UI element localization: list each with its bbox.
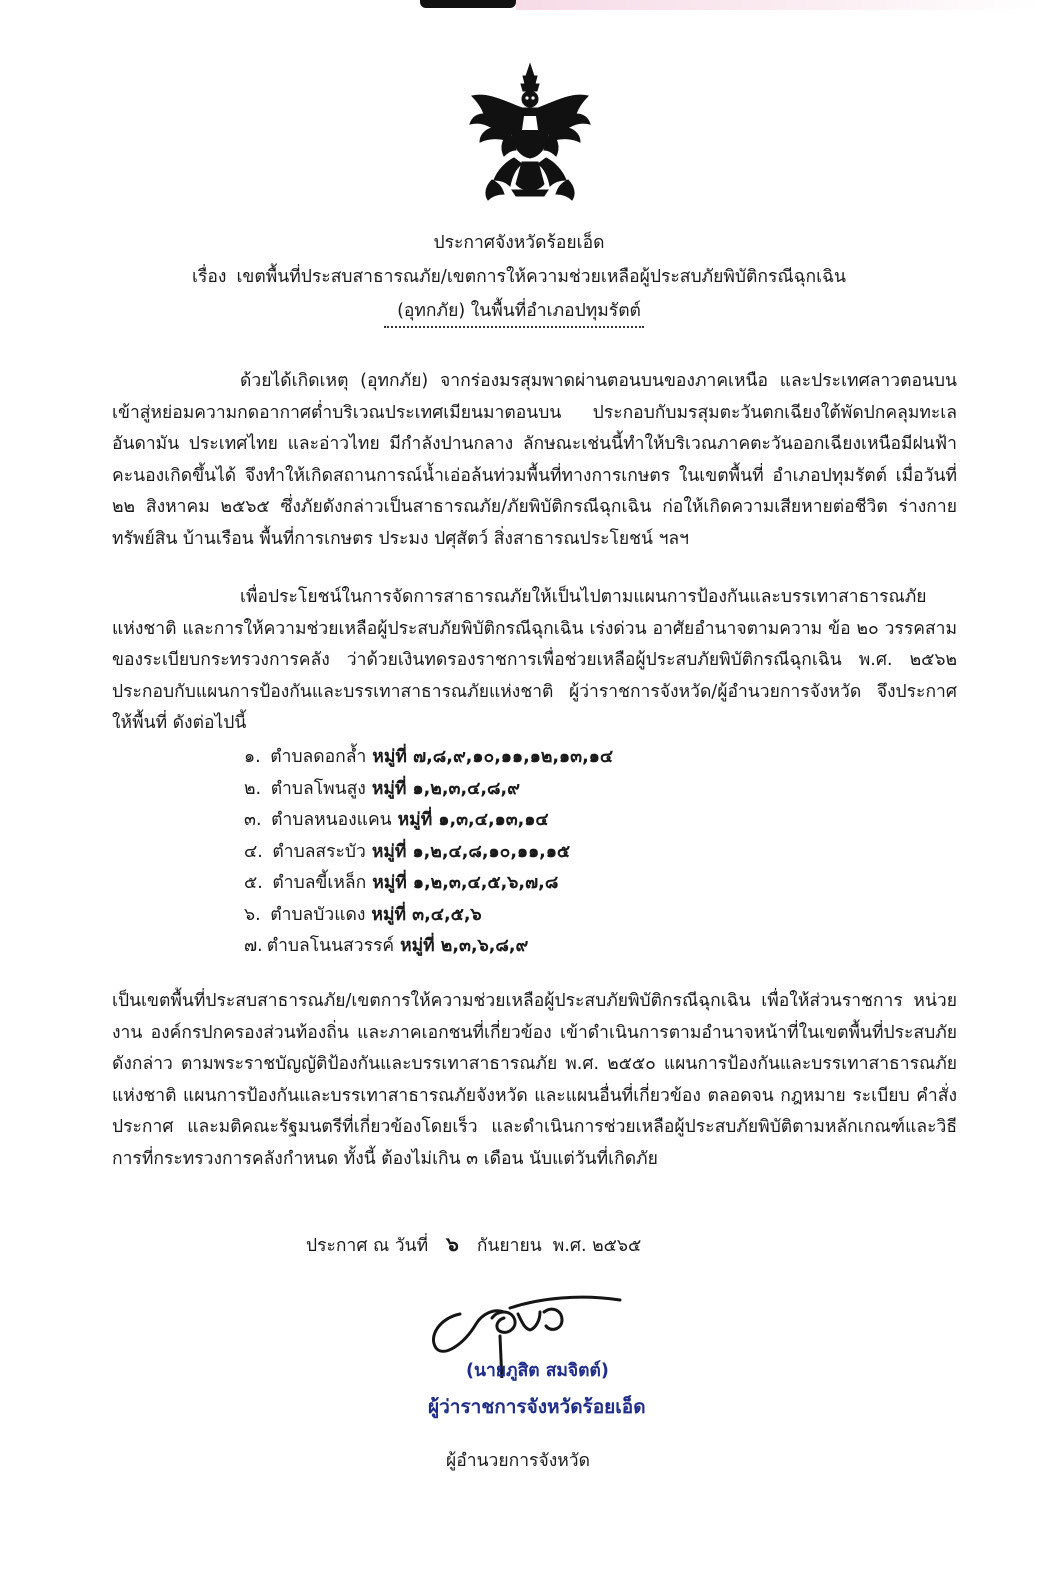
subject-line (0, 260, 1038, 294)
list-item: ๔. ตำบลสระบัว หมู่ที่ ๑,๒,๔,๘,๑๐,๑๑,๑๕ (244, 841, 571, 862)
list-item: ๒. ตำบลโพนสูง หมู่ที่ ๑,๒,๓,๔,๘,๙ (244, 778, 520, 799)
tambon-name: ตำบลหนองแคน (271, 810, 392, 830)
list-item: ๕. ตำบลขี้เหล็ก หมู่ที่ ๑,๒,๓,๔,๕,๖,๗,๘ (244, 873, 559, 893)
header-divider (384, 326, 644, 328)
garuda-emblem-icon (466, 62, 594, 204)
document-header (0, 226, 1038, 328)
tambon-name: ตำบลดอกล้ำ (270, 747, 367, 767)
tambon-name: ตำบลโนนสวรรค์ (266, 936, 395, 956)
paragraph-cause: ด้วยได้เกิดเหตุ (อุทกภัย) จากร่องมรสุมพาดผ่านตอนบนของภาคเหนือ และประเทศลาวตอนบน เข้าสู่หย่อมความกดอากาศต่ำบริเวณประเทศเมียนมาตอนบน ประกอบกับมรสุมตะวันตกเฉียงใต้พัดปกคลุมทะเลอันดามัน ประเทศไทย และอ่าวไทย มีกำลังปานกลาง ลักษณะเช่นนี้ทำให้บริเวณภาคตะวันออกเฉียงเหนือมีฝนฟ้าคะนองเกิดขึ้นได้ จึงทำให้เกิดสถานการณ์น้ำเอ่อล้นท่วมพื้นที่ทางการเกษตร ในเขตพื้นที่ อำเภอปทุมรัตต์ เมื่อวันที่ ๒๒ สิงหาคม ๒๕๖๕ ซึ่งภัยดังกล่าวเป็นสาธารณภัย/ภัยพิบัติกรณีฉุกเฉิน ก่อให้เกิดความเสียหายต่อชีวิต ร่างกาย ทรัพย์สิน บ้านเรือน พื้นที่การเกษตร ประมง ปศุสัตว์ สิ่งสาธารณประโยชน์ ฯลฯ (112, 371, 957, 549)
subject-line-2: (อุทกภัย) ในพื้นที่อำเภอปทุมรัตต์ (397, 301, 641, 321)
signer-name: (นายภูสิต สมจิตต์) (466, 1361, 609, 1381)
date-month-year: กันยายน พ.ศ. ๒๕๖๕ (476, 1236, 642, 1256)
village-numbers: หมู่ที่ ๑,๓,๔,๑๓,๑๔ (397, 810, 549, 830)
scan-edge-tint (516, 0, 1038, 10)
announcement-date (306, 1228, 641, 1262)
subject-label: เรื่อง (192, 267, 227, 287)
affected-areas-list (244, 742, 613, 963)
tambon-name: ตำบลบัวแดง (270, 904, 366, 925)
date-day: ๖ (446, 1232, 459, 1256)
signer-role: ผู้อำนวยการจังหวัด (446, 1451, 590, 1471)
tambon-name: ตำบลขี้เหล็ก (272, 873, 367, 893)
village-numbers: หมู่ที่ ๓,๔,๕,๖ (371, 904, 482, 925)
village-numbers: หมู่ที่ ๗,๘,๙,๑๐,๑๑,๑๒,๑๓,๑๔ (372, 747, 614, 767)
village-numbers: หมู่ที่ ๑,๒,๓,๔,๕,๖,๗,๘ (372, 873, 559, 893)
village-numbers: หมู่ที่ ๒,๓,๖,๘,๙ (400, 936, 529, 956)
scanner-clip (420, 0, 516, 8)
tambon-name: ตำบลสระบัว (272, 841, 366, 862)
tambon-name: ตำบลโพนสูง (270, 778, 366, 799)
signer-position: ผู้ว่าราชการจังหวัดร้อยเอ็ด (428, 1396, 646, 1418)
list-item: ๖. ตำบลบัวแดง หมู่ที่ ๓,๔,๕,๖ (244, 904, 482, 925)
paragraph-declaration: เป็นเขตพื้นที่ประสบสาธารณภัย/เขตการให้ความช่วยเหลือผู้ประสบภัยพิบัติกรณีฉุกเฉิน เพื่อให้ส่วนราชการ หน่วยงาน องค์กรปกครองส่วนท้องถิ่น และภาคเอกชนที่เกี่ยวข้อง เข้าดำเนินการตามอำนาจหน้าที่ในเขตพื้นที่ประสบภัยดังกล่าว ตามพระราชบัญญัติป้องกันและบรรเทาสาธารณภัย พ.ศ. ๒๕๕๐ แผนการป้องกันและบรรเทาสาธารณภัยแห่งชาติ แผนการป้องกันและบรรเทาสาธารณภัยจังหวัด และแผนอื่นที่เกี่ยวข้อง ตลอดจน กฎหมาย ระเบียบ คำสั่ง ประกาศ และมติคณะรัฐมนตรีที่เกี่ยวข้องโดยเร็ว และดำเนินการช่วยเหลือผู้ประสบภัยพิบัติตามหลักเกณฑ์และวิธีการที่กระทรวงการคลังกำหนด ทั้งนี้ ต้องไม่เกิน ๓ เดือน นับแต่วันที่เกิดภัย (112, 991, 957, 1169)
village-numbers: หมู่ที่ ๑,๒,๔,๘,๑๐,๑๑,๑๕ (371, 841, 571, 862)
paragraph-authority: เพื่อประโยชน์ในการจัดการสาธารณภัยให้เป็นไปตามแผนการป้องกันและบรรเทาสาธารณภัยแห่งชาติ และการให้ความช่วยเหลือผู้ประสบภัยพิบัติกรณีฉุกเฉิน เร่งด่วน อาศัยอำนาจตามความ ข้อ ๒๐ วรรคสาม ของระเบียบกระทรวงการคลัง ว่าด้วยเงินทดรองราชการเพื่อช่วยเหลือผู้ประสบภัยพิบัติกรณีฉุกเฉิน พ.ศ. ๒๕๖๒ ประกอบกับแผนการป้องกันและบรรเทาสาธารณภัยแห่งชาติ ผู้ว่าราชการจังหวัด/ผู้อำนวยการจังหวัด จึงประกาศให้พื้นที่ ดังต่อไปนี้ (112, 587, 957, 733)
date-prefix: ประกาศ ณ วันที่ (306, 1236, 429, 1256)
subject-text: เขตพื้นที่ประสบสาธารณภัย/เขตการให้ความช่วยเหลือผู้ประสบภัยพิบัติกรณีฉุกเฉิน (236, 267, 846, 287)
list-item: ๑. ตำบลดอกล้ำ หมู่ที่ ๗,๘,๙,๑๐,๑๑,๑๒,๑๓,๑๔ (244, 747, 614, 767)
list-item: ๗. ตำบลโนนสวรรค์ หมู่ที่ ๒,๓,๖,๘,๙ (244, 936, 529, 956)
village-numbers: หมู่ที่ ๑,๒,๓,๔,๘,๙ (371, 778, 520, 799)
list-item: ๓. ตำบลหนองแคน หมู่ที่ ๑,๓,๔,๑๓,๑๔ (244, 810, 549, 830)
announcement-title: ประกาศจังหวัดร้อยเอ็ด (433, 233, 605, 253)
